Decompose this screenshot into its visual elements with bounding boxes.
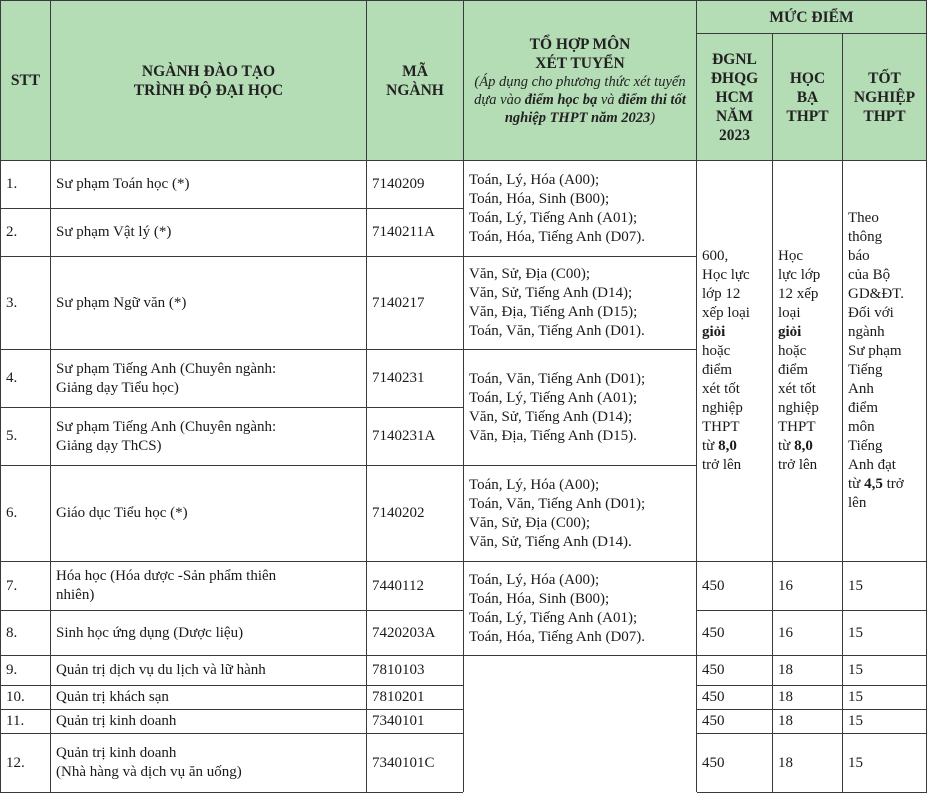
stt-cell: 1. [1,161,51,209]
totnghiep-cell: 15 [843,562,927,611]
ma-nganh-cell: 7140202 [367,466,464,562]
header-ma-nganh: MÃ NGÀNH [367,1,464,161]
header-tot-nghiep: TỐT NGHIỆP THPT [843,34,927,161]
hocba-cell: 18 [773,734,843,793]
ma-nganh-cell: 7140217 [367,257,464,350]
header-nganh: NGÀNH ĐÀO TẠO TRÌNH ĐỘ ĐẠI HỌC [51,1,367,161]
header-to-hop: TỔ HỢP MÔN XÉT TUYỂN (Áp dụng cho phương thức xét tuyển dựa vào điểm học bạ và điểm thi tốt nghiệp THPT năm 2023) [464,1,697,161]
header-dgnl: ĐGNL ĐHQG HCM NĂM 2023 [697,34,773,161]
nganh-cell: Sư phạm Tiếng Anh (Chuyên ngành: Giảng dạy ThCS) [51,408,367,466]
dgnl-cell-sp: 600, Học lực lớp 12 xếp loại giỏi hoặc điểm xét tốt nghiệp THPT từ 8,0 trở lên [697,161,773,562]
hocba-cell-sp: Học lực lớp 12 xếp loại giỏi hoặc điểm xét tốt nghiệp THPT từ 8,0 trở lên [773,161,843,562]
nganh-cell: Hóa học (Hóa dược -Sản phẩm thiên nhiên) [51,562,367,611]
subjects-cell-group-3: Toán, Văn, Tiếng Anh (D01); Toán, Lý, Tiếng Anh (A01); Văn, Sử, Tiếng Anh (D14); Văn, Địa, Tiếng Anh (D15). [464,350,697,466]
dgnl-cell: 450 [697,562,773,611]
dgnl-cell: 450 [697,686,773,710]
dgnl-cell: 450 [697,611,773,656]
ma-nganh-cell: 7140209 [367,161,464,209]
nganh-cell: Quản trị kinh doanh [51,710,367,734]
subjects-cell-group-5: Toán, Lý, Hóa (A00); Toán, Hóa, Sinh (B00); Toán, Lý, Tiếng Anh (A01); Toán, Hóa, Tiếng Anh (D07). [464,562,697,656]
stt-cell: 2. [1,209,51,257]
ma-nganh-cell: 7140231A [367,408,464,466]
stt-cell: 3. [1,257,51,350]
header-hoc-ba: HỌC BẠ THPT [773,34,843,161]
stt-cell: 10. [1,686,51,710]
stt-cell: 5. [1,408,51,466]
stt-cell: 7. [1,562,51,611]
totnghiep-cell: 15 [843,710,927,734]
table-row [1,656,927,686]
ma-nganh-cell: 7440112 [367,562,464,611]
ma-nganh-cell: 7420203A [367,611,464,656]
nganh-cell: Quản trị khách sạn [51,686,367,710]
header-stt: STT [1,1,51,161]
nganh-cell: Sư phạm Ngữ văn (*) [51,257,367,350]
stt-cell: 4. [1,350,51,408]
subjects-cell-group-4: Toán, Lý, Hóa (A00); Toán, Văn, Tiếng Anh (D01); Văn, Sử, Địa (C00); Văn, Sử, Tiếng Anh (D14). [464,466,697,562]
dgnl-cell: 450 [697,656,773,686]
table-body [1,161,927,793]
dgnl-cell: 450 [697,710,773,734]
ma-nganh-cell: 7140231 [367,350,464,408]
dgnl-cell: 450 [697,734,773,793]
table-header [1,1,927,161]
totnghiep-cell: 15 [843,611,927,656]
hocba-cell: 18 [773,656,843,686]
hocba-cell: 18 [773,686,843,710]
nganh-cell: Quản trị dịch vụ du lịch và lữ hành [51,656,367,686]
ma-nganh-cell: 7810201 [367,686,464,710]
stt-cell: 11. [1,710,51,734]
subjects-cell-empty [464,656,697,793]
stt-cell: 6. [1,466,51,562]
ma-nganh-cell: 7810103 [367,656,464,686]
stt-cell: 9. [1,656,51,686]
totnghiep-cell: 15 [843,734,927,793]
nganh-cell: Giáo dục Tiểu học (*) [51,466,367,562]
nganh-cell: Sư phạm Vật lý (*) [51,209,367,257]
stt-cell: 8. [1,611,51,656]
ma-nganh-cell: 7140211A [367,209,464,257]
totnghiep-cell: 15 [843,656,927,686]
ma-nganh-cell: 7340101 [367,710,464,734]
ma-nganh-cell: 7340101C [367,734,464,793]
header-muc-diem: MỨC ĐIỂM [697,1,927,34]
hocba-cell: 16 [773,562,843,611]
nganh-cell: Sinh học ứng dụng (Dược liệu) [51,611,367,656]
totnghiep-cell: 15 [843,686,927,710]
table-row [1,562,927,611]
hocba-cell: 18 [773,710,843,734]
subjects-cell-group-2: Văn, Sử, Địa (C00); Văn, Sử, Tiếng Anh (D14); Văn, Địa, Tiếng Anh (D15); Toán, Văn, Tiếng Anh (D01). [464,257,697,350]
stt-cell: 12. [1,734,51,793]
table-row [1,161,927,209]
totnghiep-cell-sp: Theo thông báo của Bộ GD&ĐT. Đối với ngành Sư phạm Tiếng Anh điểm môn Tiếng Anh đạt từ 4,5 trở lên [843,161,927,562]
nganh-cell: Sư phạm Toán học (*) [51,161,367,209]
nganh-cell: Quản trị kinh doanh (Nhà hàng và dịch vụ ăn uống) [51,734,367,793]
hocba-cell: 16 [773,611,843,656]
nganh-cell: Sư phạm Tiếng Anh (Chuyên ngành: Giảng dạy Tiểu học) [51,350,367,408]
subjects-cell-group-1: Toán, Lý, Hóa (A00); Toán, Hóa, Sinh (B00); Toán, Lý, Tiếng Anh (A01); Toán, Hóa, Tiếng Anh (D07). [464,161,697,257]
